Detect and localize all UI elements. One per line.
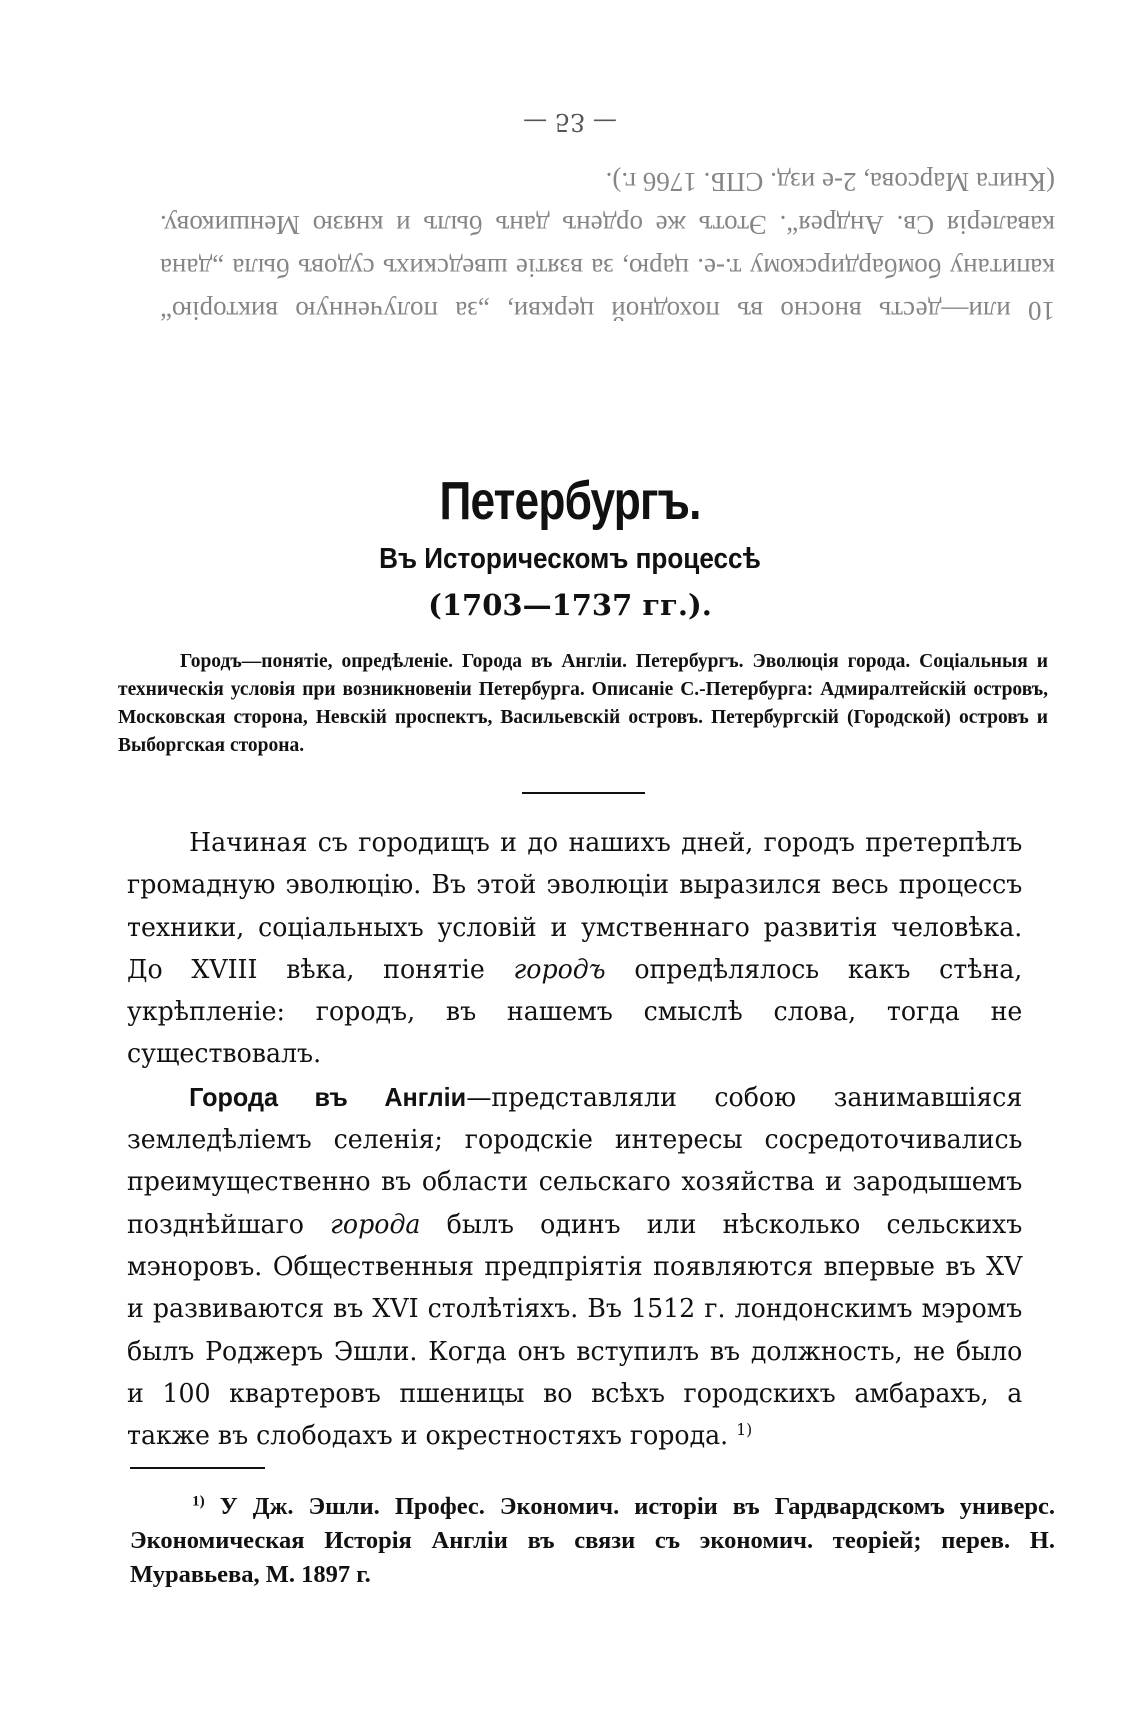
paragraph-1-part-1: Начиная съ городищъ и до нашихъ дней, городъ претерпѣлъ громадную эволюцію. Въ этой эволюціи выразился весь процессъ техники, соціальныхъ условій и умственнаго развитія человѣка. До XVIII вѣка, понятіе	[127, 828, 1023, 985]
bleed-through-text: 10 или—десть вносно въ походной церкви, „за полученную викторію“ капитану бомбардирскому т.-е. царю, за взятіе шведскихъ судовъ была „дана кавалерія Св. Андрея“. Этотъ же орденъ данъ былъ и князю Меншикову. (Книга Марсова, 2-е изд. СПБ. 1766 г.).	[160, 167, 1055, 326]
chapter-synopsis: Городъ—понятіе, опредѣленіе. Города въ Англіи. Петербургъ. Эволюція города. Соціальныя и техническія условія при возникновеніи Петербурга. Описаніе С.-Петербурга: Адмиралтейскій островъ, Московская сторона, Невскій проспектъ, Васильевскій островъ. Петербургскій (Городской) островъ и Выборгская сторона.	[118, 651, 1048, 756]
footnote	[130, 1490, 1055, 1592]
body-text	[127, 822, 1022, 1457]
chapter-title: Петербургъ.	[439, 471, 701, 531]
chapter-years: (1703—1737 гг.).	[428, 588, 712, 622]
paragraph-2-part-2: былъ одинъ или нѣсколько сельскихъ мэноровъ. Общественныя предпріятія появляются впервые въ XV и развиваются въ XVI столѣтіяхъ. Въ 1512 г. лондонскимъ мэромъ былъ Роджеръ Эшли. Когда онъ вступилъ въ должность, не было и 100 квартеровъ пшеницы во всѣхъ городскихъ амбарахъ, а также въ слободахъ и окрестностяхъ города.	[127, 1209, 1023, 1452]
paragraph-1-part-2: опредѣлялось какъ стѣна, укрѣпленіе: городъ, въ нашемъ смыслѣ слова, тогда не существовалъ.	[127, 954, 1023, 1070]
paragraph-2-part-1: —представляли собою занимавшіяся земледѣліемъ селенія; городскіе интересы сосредоточивались преимущественно въ области сельскаго хозяйства и зародышемъ позднѣйшаго	[127, 1082, 1023, 1240]
footnote-reference[interactable]: 1)	[736, 1420, 753, 1440]
chapter-subtitle: Въ Историческомъ процессѣ	[379, 543, 761, 575]
footnote-rule	[130, 1467, 265, 1469]
paragraph-2-lead: Города въ Англіи	[189, 1081, 467, 1112]
page-number: — 53 —	[523, 108, 617, 136]
paragraph-1-italic-term: городъ	[513, 954, 606, 985]
footnote-text: У Дж. Эшли. Профес. Экономич. исторіи въ Гардвардскомъ универс. Экономическая Исторія Англіи въ связи съ экономич. теоріей; перев. Н. Муравьева, М. 1897 г.	[130, 1493, 1055, 1588]
paragraph-2	[127, 1076, 1022, 1458]
footnote-marker: 1)	[192, 1492, 205, 1510]
paragraph-2-italic-term: города	[330, 1209, 421, 1240]
section-divider	[522, 792, 645, 794]
paragraph-1	[127, 822, 1022, 1076]
